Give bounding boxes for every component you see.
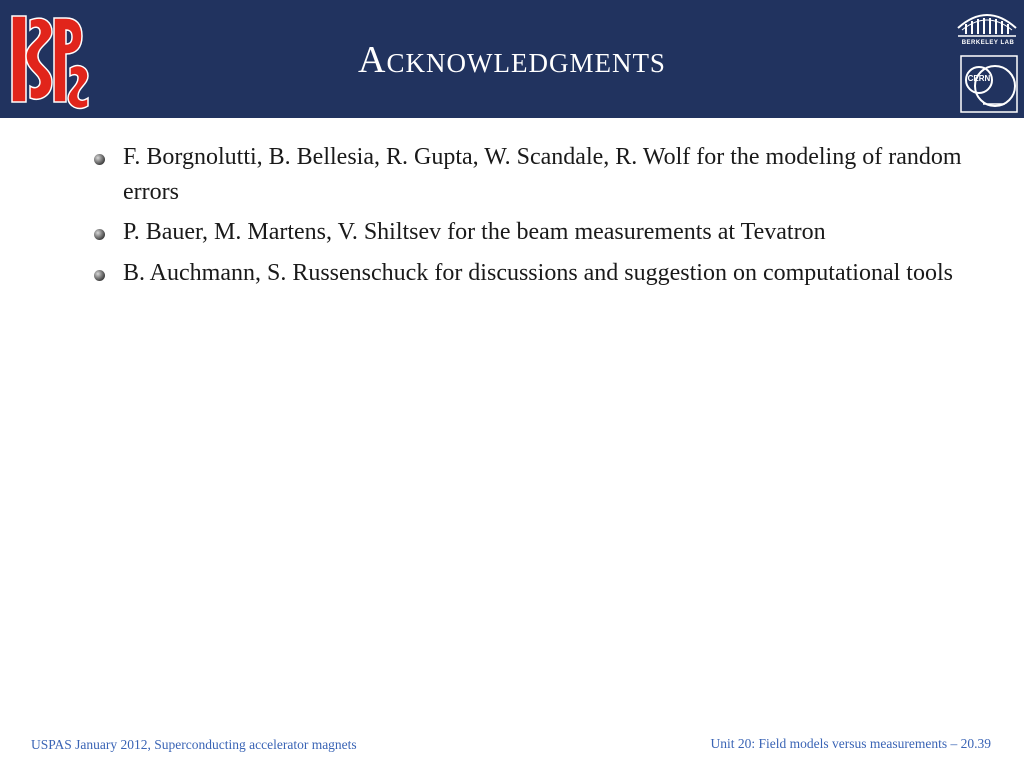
slide-title: Acknowledgments xyxy=(358,39,666,81)
cern-logo xyxy=(959,54,1019,114)
bullet-icon xyxy=(94,154,105,165)
list-item-text: F. Borgnolutti, B. Bellesia, R. Gupta, W. Scandale, R. Wolf for the modeling of random errors xyxy=(123,144,962,205)
footer-slide-number: Unit 20: Field models versus measurements – 20.39 xyxy=(710,736,991,751)
list-item xyxy=(92,215,972,250)
list-item-text: B. Auchmann, S. Russenschuck for discussions and suggestion on computational tools xyxy=(123,259,953,286)
slide-header xyxy=(0,0,1024,118)
cern-text: CERN xyxy=(967,74,991,83)
list-item xyxy=(92,256,972,291)
acknowledgment-list xyxy=(92,140,972,296)
list-item xyxy=(92,140,972,209)
bullet-icon xyxy=(94,270,105,281)
footer-course-info: USPAS January 2012, Superconducting accelerator magnets xyxy=(31,737,357,752)
bullet-icon xyxy=(94,229,105,240)
list-item-text: P. Bauer, M. Martens, V. Shiltsev for the beam measurements at Tevatron xyxy=(123,219,826,245)
berkeley-lab-text: BERKELEY LAB xyxy=(961,40,1015,46)
